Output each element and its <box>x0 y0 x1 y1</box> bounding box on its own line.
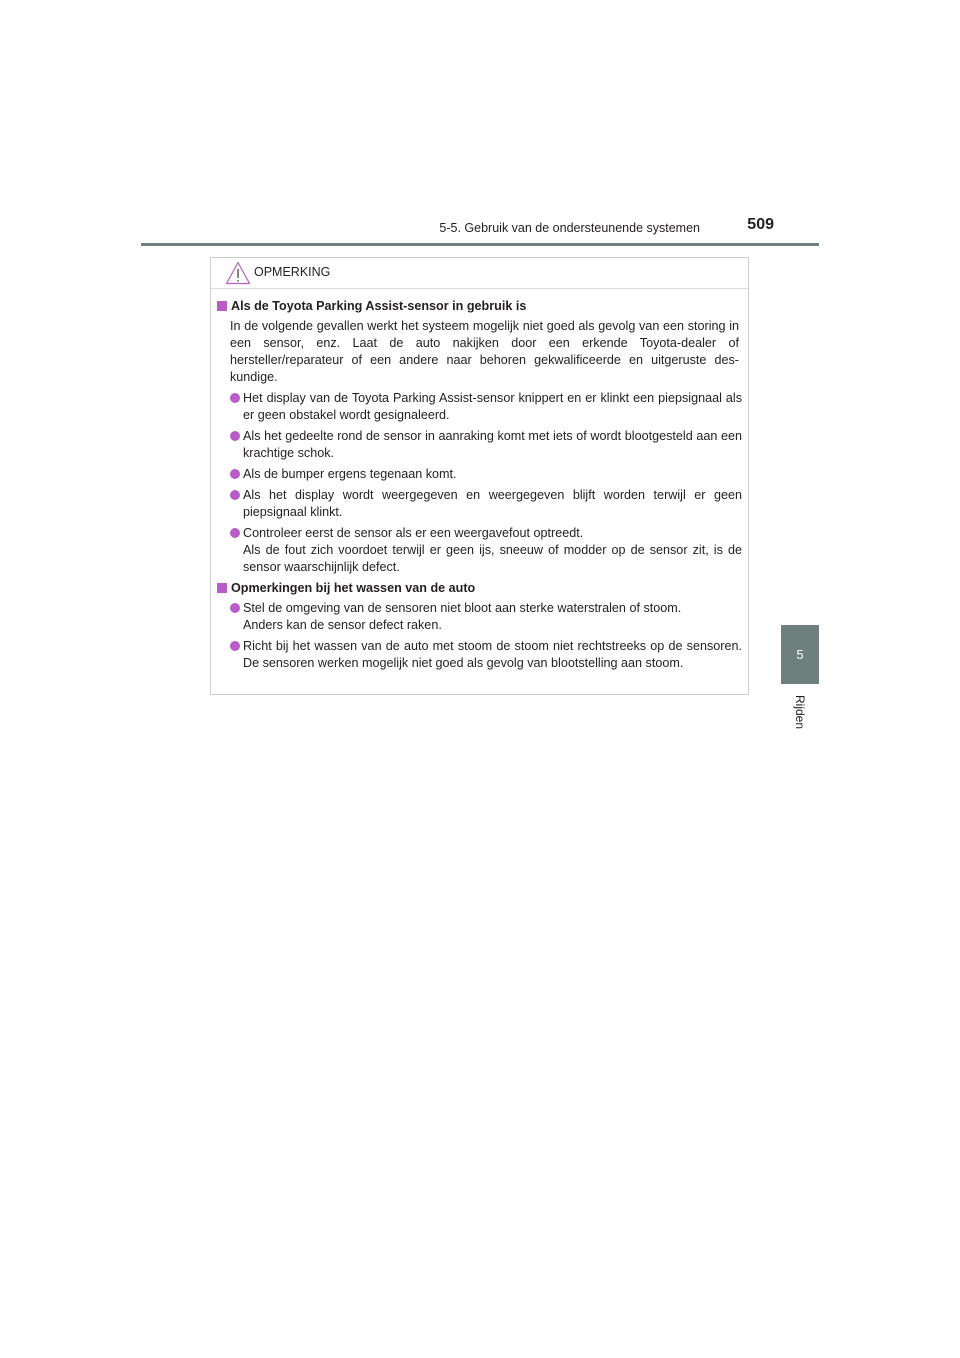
page-number: 509 <box>747 216 774 233</box>
list-item <box>211 390 748 424</box>
section-intro: In de volgende gevallen werkt het systeem mogelijk niet goed als gevolg van een storing in een sensor, enz. Laat de auto nakijken door een erkende Toyota-dealer of hersteller/reparateur of een andere naar behoren gekwalificeerde en uitgeruste deskundige. <box>230 319 739 384</box>
list-item-text: Als het display wordt weergegeven en weergegeven blijft worden terwijl er geen piepsignaal klinkt. <box>243 488 742 519</box>
header-rule <box>141 243 819 246</box>
square-bullet-icon <box>217 301 227 311</box>
warning-triangle-icon <box>225 261 251 290</box>
list-item-text: Richt bij het wassen van de auto met stoom de stoom niet rechtstreeks op de sensoren. De sensoren werken mogelijk niet goed als gevolg van blootstelling aan stoom. <box>243 639 742 670</box>
list-item <box>211 600 748 634</box>
list-item-text: Als het gedeelte rond de sensor in aanraking komt met iets of wordt blootgesteld aan een krachtige schok. <box>243 429 742 460</box>
section-heading-text: Als de Toyota Parking Assist-sensor in gebruik is <box>231 299 527 313</box>
round-bullet-icon <box>230 490 240 500</box>
list-item <box>211 487 748 521</box>
section-heading <box>211 580 748 597</box>
round-bullet-icon <box>230 393 240 403</box>
round-bullet-icon <box>230 603 240 613</box>
notice-box <box>210 257 749 695</box>
list-item-text-continued: Anders kan de sensor defect raken. <box>243 618 442 632</box>
square-bullet-icon <box>217 583 227 593</box>
section-heading-text: Opmerkingen bij het wassen van de auto <box>231 581 476 595</box>
section-title: 5-5. Gebruik van de ondersteunende systemen <box>439 221 700 235</box>
chapter-tab <box>781 625 819 684</box>
chapter-label-container <box>781 692 819 732</box>
round-bullet-icon <box>230 431 240 441</box>
notice-content <box>211 298 748 676</box>
section-heading <box>211 298 748 315</box>
list-item-text-continued: Als de fout zich voordoet terwijl er geen ijs, sneeuw of modder op de sensor zit, is de sensor waarschijnlijk defect. <box>243 543 742 574</box>
list-item-text: Als de bumper ergens tegenaan komt. <box>243 467 457 481</box>
list-item <box>211 466 748 483</box>
chapter-label: Rijden <box>793 694 807 730</box>
list-item <box>211 525 748 576</box>
round-bullet-icon <box>230 641 240 651</box>
list-item-text: Het display van de Toyota Parking Assist-sensor knippert en er klinkt een piepsignaal als er geen obstakel wordt gesignaleerd. <box>243 391 742 422</box>
list-item <box>211 428 748 462</box>
list-item-text: Controleer eerst de sensor als er een weergavefout optreedt. <box>243 526 584 540</box>
chapter-number: 5 <box>796 647 804 662</box>
notice-header <box>211 258 748 289</box>
list-item <box>211 638 748 672</box>
round-bullet-icon <box>230 528 240 538</box>
notice-title: OPMERKING <box>254 265 331 279</box>
round-bullet-icon <box>230 469 240 479</box>
list-item-text: Stel de omgeving van de sensoren niet bloot aan sterke waterstralen of stoom. <box>243 601 682 615</box>
